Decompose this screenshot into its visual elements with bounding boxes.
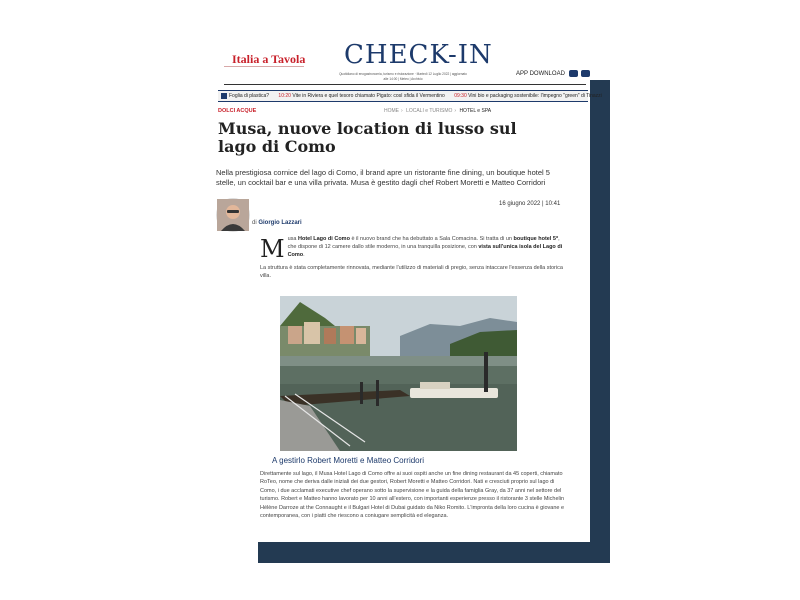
article-page (210, 30, 602, 542)
article-summary: Nella prestigiosa cornice del lago di Como, il brand apre un ristorante fine dining, un boutique hotel 5 stelle, un cocktail bar e una villa privata. Musa è gestito dagli chef Robert Moretti e Matteo Corridori (216, 168, 550, 187)
android-icon[interactable] (581, 70, 590, 77)
ticker-lead[interactable]: Foglia di plastica? (229, 93, 270, 99)
play-icon[interactable] (221, 93, 227, 99)
intro-paragraph: usa Hotel Lago di Como è il nuovo brand che ha debuttato a Sala Comacina. Si tratta di un boutique hotel 5*, che dispone di 12 camere dallo stile moderno, in una tranquilla posizione, con vista sull'unica isola del Lago di Como. (287, 236, 563, 258)
author-avatar[interactable] (216, 198, 250, 232)
breadcrumb-hotel[interactable]: HOTEL e SPA (459, 108, 492, 114)
breadcrumb-locali[interactable]: LOCALI e TURISMO (406, 108, 453, 114)
byline-prefix: di (252, 220, 257, 226)
masthead-tagline: Quotidiano di enogastronomia, turismo e ristorazione · Martedì 12 Luglio 2022 | aggiornato alle 14:00 | Meteo | Archivio (339, 72, 467, 81)
breadcrumb: HOME › LOCALI e TURISMO › HOTEL e SPA (384, 108, 492, 114)
dropcap: M (260, 235, 285, 263)
masthead-divider (224, 84, 586, 85)
publish-date: 16 giugno 2022 | 10:41 (499, 201, 561, 207)
ticker-time: 10:20 (278, 93, 291, 99)
app-download-label: APP DOWNLOAD (516, 71, 565, 78)
news-ticker (218, 90, 602, 102)
checkin-logo[interactable]: CHECK-IN (344, 40, 493, 70)
section-tag[interactable]: DOLCI ACQUE (218, 108, 257, 114)
byline (252, 220, 302, 226)
ticker-item[interactable]: Vini bio e packaging sostenibile: l'impegno "green" di Tinazzi (468, 93, 602, 99)
hotel-name: Hotel Lago di Como (297, 236, 350, 242)
paragraph: La struttura è stata completamente rinnovata, mediante l'utilizzo di materiali di pregio, senza intaccare l'essenza della storica villa. (260, 265, 563, 280)
article-body (260, 236, 570, 287)
brand-rule (224, 66, 304, 67)
lake-como-photo (280, 296, 517, 451)
article-headline: Musa, nuove location di lusso sul lago di Como (218, 119, 517, 156)
app-download-link[interactable] (516, 70, 590, 77)
section-subhead: A gestirlo Robert Moretti e Matteo Corridori (272, 456, 425, 465)
ticker-item[interactable]: Vite in Riviera e quel tesoro chiamato Pigato: così sfida il Vermentino (292, 93, 445, 99)
ticker-time: 09:30 (454, 93, 467, 99)
apple-icon[interactable] (569, 70, 578, 77)
breadcrumb-home[interactable]: HOME (384, 108, 399, 114)
paragraph: Direttamente sul lago, il Musa Hotel Lago di Como offre ai suoi ospiti anche un fine dining restaurant da 45 coperti, chiamato RoTeo, nome che deriva dalle iniziali dei due gestori, Robert Moretti e Matteo Corridori. Nati e cresciuti proprio sul lago di Como, i due acclamati executive chef operano sotto la supervisione e la guida della famiglia Gray, da 37 anni nel settore del turismo. Robert e Matteo hanno lavorato per 10 anni all'estero, con importanti esperienze presso il ristorante 3 stelle Michelin Hélène Darroze at the Connaught e il Bulgari Hotel di Dubai guidato da Niko Romito. L'impronta della loro cucina è giovane e contemporanea, con i piatti che riescono a coniugare semplicità ed eleganza. (260, 471, 565, 520)
italia-a-tavola-logo[interactable]: Italia a Tavola (232, 52, 306, 66)
author-name[interactable]: Giorgio Lazzari (258, 220, 302, 226)
